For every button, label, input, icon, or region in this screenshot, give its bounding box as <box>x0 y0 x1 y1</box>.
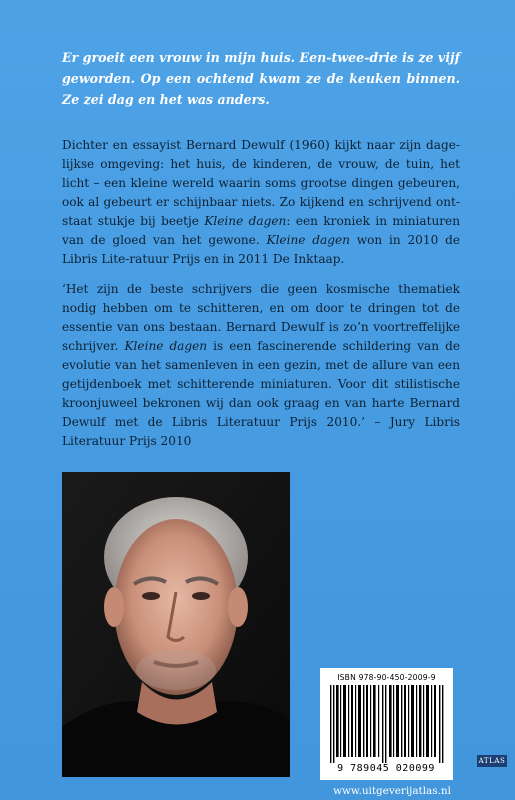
author-portrait-image <box>62 472 290 777</box>
description-text-a: Dichter en essayist Bernard Dewulf (1960) kijkt naar zijn dage-lijkse omgeving: het huis, de kinderen, de vrouw, de tuin, het licht – een kleine wereld waarin soms grootse dingen gebeuren, ook al gebeurt er schijnbaar niets. Zo kijkend en schrijvend ont-staat stukje bij beetje <box>62 138 460 228</box>
book-title: Kleine dagen <box>124 339 208 353</box>
publisher-logo: ATLAS <box>478 757 506 765</box>
description-text-b: : een kroniek in miniaturen van de gloed van het gewone. <box>62 214 460 247</box>
barcode-label <box>320 668 453 780</box>
isbn-text: ISBN 978-90-450-2009-9 <box>337 673 436 682</box>
publisher-url: www.uitgeverijatlas.nl <box>333 785 451 797</box>
book-title: Kleine dagen <box>204 214 287 228</box>
jury-quote-paragraph <box>62 280 460 451</box>
book-title: Kleine dagen <box>266 233 350 247</box>
description-paragraph <box>62 136 460 269</box>
author-photo <box>62 472 290 777</box>
ean-number: 9 789045 020099 <box>337 763 435 774</box>
description-text-c: won in 2010 de Libris Lite-ratuur Prijs en in 2011 De Inktaap. <box>62 233 461 266</box>
tagline: Er groeit een vrouw in mijn huis. Een-twee-drie is ze vijf geworden. Op een ochtend kwam ze de keuken binnen. Ze zei dag en het was anders. <box>62 50 460 107</box>
quote-text-b: is een fascinerende schildering van de evolutie van het samenleven in een gezin, met de allure van een getijdenboek met schitterende miniaturen. Voor dit stilistische kroonjuweel bekronen wij dan ook graag en van harte Bernard Dewulf met de Libris Literatuur Prijs 2010.’ – Jury Libris Literatuur Prijs 2010 <box>62 339 461 448</box>
quote-text-a: ‘Het zijn de beste schrijvers die geen kosmische thematiek nodig hebben om te schitteren, en om door te dringen tot de essentie van ons bestaan. Bernard Dewulf is zo’n voortreffelijke schrijver. <box>62 282 460 353</box>
barcode-bars <box>328 685 446 763</box>
